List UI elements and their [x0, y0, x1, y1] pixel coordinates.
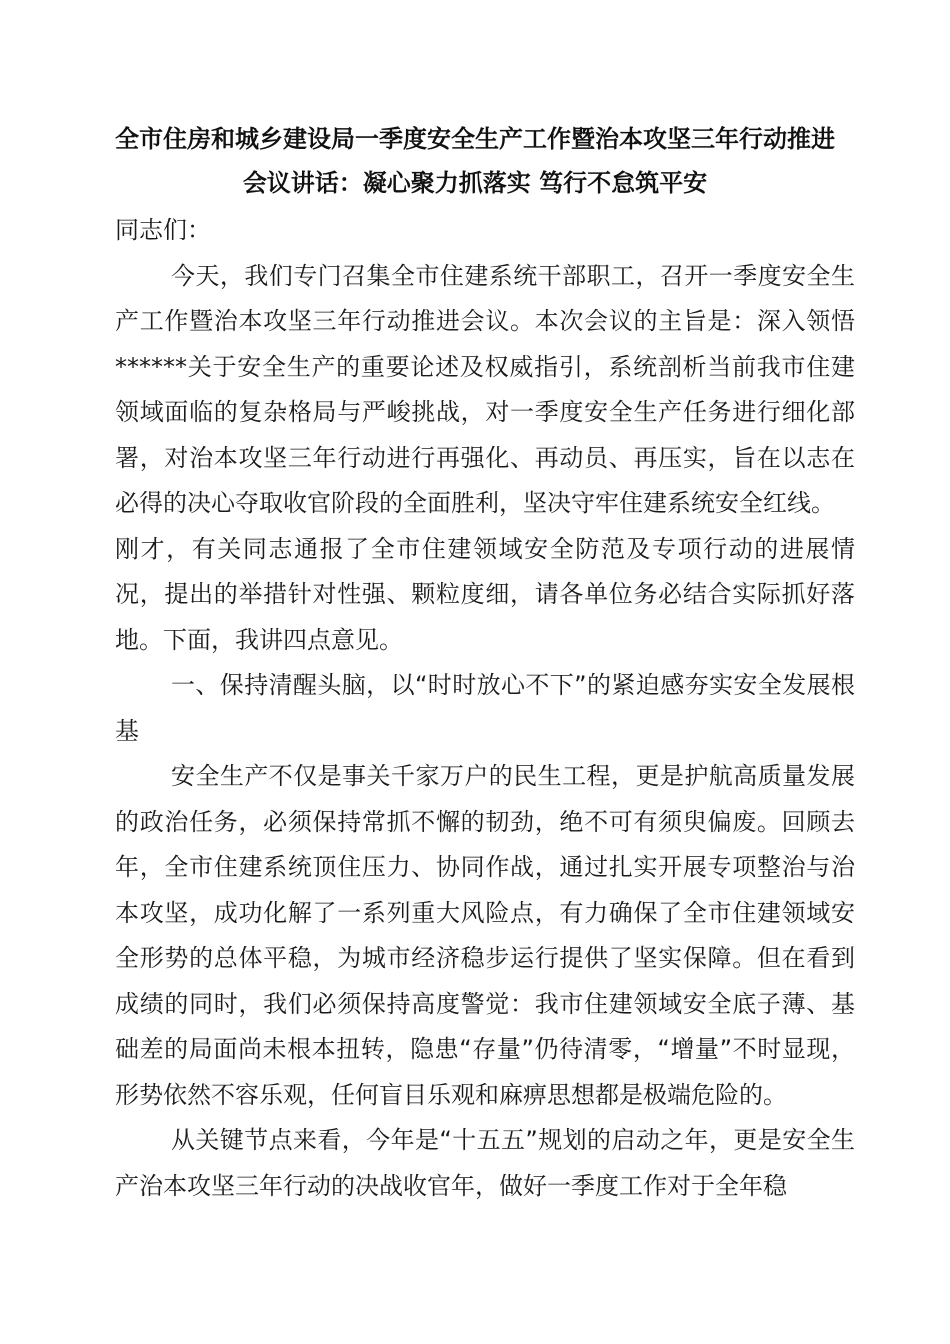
section-heading: 一、保持清醒头脑，以“时时放心不下”的紧迫感夯实安全发展根基 — [115, 671, 855, 745]
document-title-line-2: 会议讲话：凝心聚力抓落实 笃行不怠筑平安 — [242, 169, 708, 197]
salutation: 同志们： — [115, 216, 211, 244]
paragraph: 从关键节点来看，今年是“十五五”规划的启动之年，更是安全生产治本攻坚三年行动的决战收官年，做好一季度工作对于全年稳 — [115, 1126, 855, 1200]
document-title-line-1: 全市住房和城乡建设局一季度安全生产工作暨治本攻坚三年行动推进 — [115, 125, 835, 153]
paragraph: 今天，我们专门召集全市住建系统干部职工，召开一季度安全生产工作暨治本攻坚三年行动推进会议。本次会议的主旨是：深入领悟******关于安全生产的重要论述及权威指引，系统剖析当前我市住建领域面临的复杂格局与严峻挑战，对一季度安全生产任务进行细化部署，对治本攻坚三年行动进行再强化、再动员、再压实，旨在以志在必得的决心夺取收官阶段的全面胜利，坚决守牢住建系统安全红线。 — [115, 261, 855, 517]
paragraph: 安全生产不仅是事关千家万户的民生工程，更是护航高质量发展的政治任务，必须保持常抓不懈的韧劲，绝不可有须臾偏废。回顾去年，全市住建系统顶住压力、协同作战，通过扎实开展专项整治与治本攻坚，成功化解了一系列重大风险点，有力确保了全市住建领域安全形势的总体平稳，为城市经济稳步运行提供了坚实保障。但在看到成绩的同时，我们必须保持高度警觉：我市住建领域安全底子薄、基础差的局面尚未根本扭转，隐患“存量”仍待清零，“增量”不时显现，形势依然不容乐观，任何盲目乐观和麻痹思想都是极端危险的。 — [115, 762, 855, 1109]
document-body — [115, 208, 855, 1209]
paragraph: 刚才，有关同志通报了全市住建领域安全防范及专项行动的进展情况，提出的举措针对性强、颗粒度细，请各单位务必结合实际抓好落地。下面，我讲四点意见。 — [115, 534, 855, 654]
